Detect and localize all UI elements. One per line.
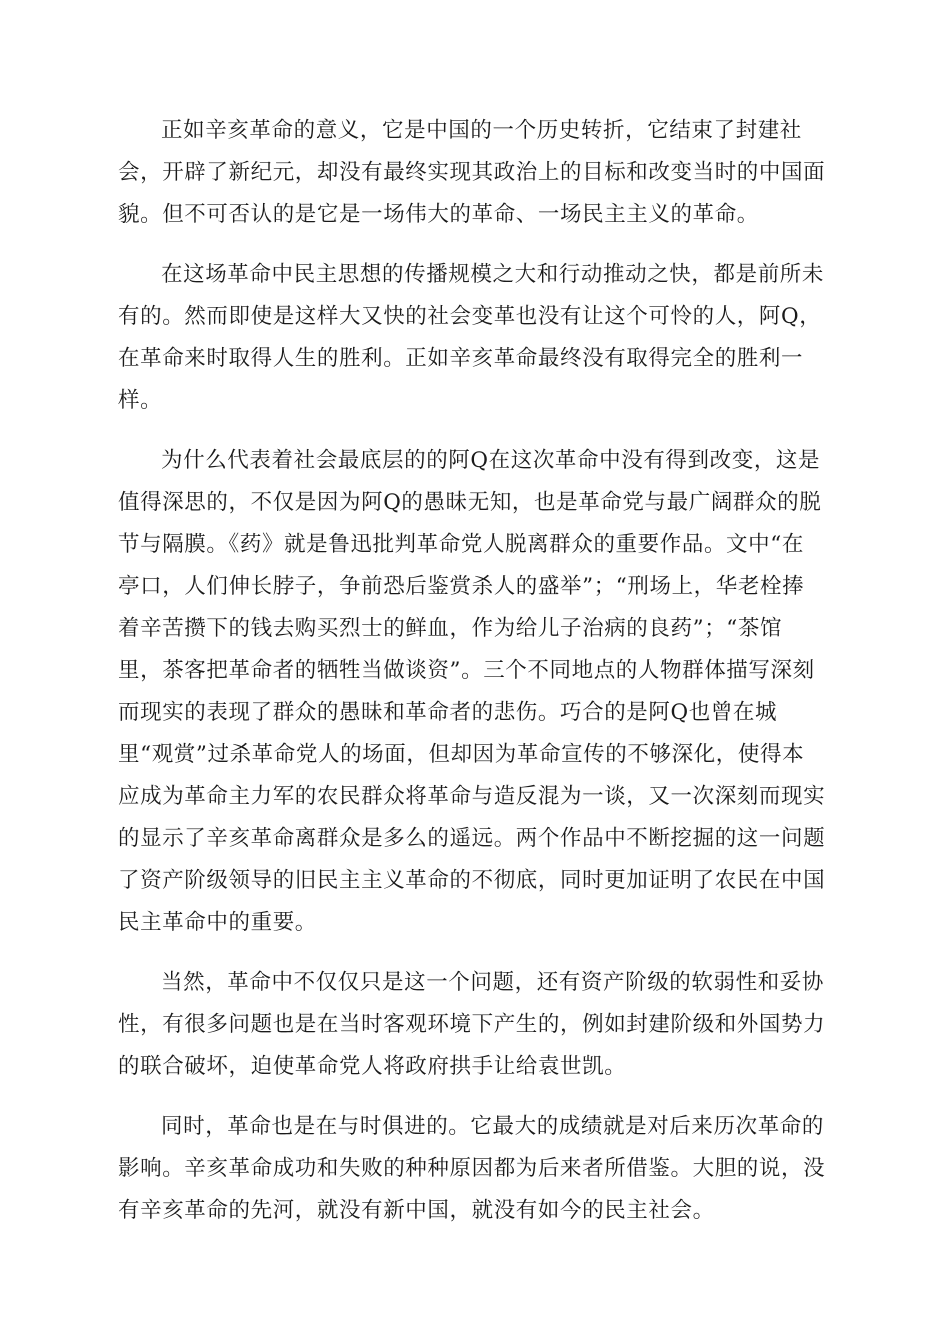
paragraph-5	[118, 1106, 832, 1232]
paragraph-line: 民主革命中的重要。	[118, 910, 317, 935]
paragraph-line: 当然，革命中不仅仅只是这一个问题，还有资产阶级的软弱性和妥协	[161, 970, 825, 995]
paragraph-line: 着辛苦攒下的钱去购买烈士的鲜血，作为给儿子治病的良药”；“茶馆	[118, 616, 783, 641]
paragraph-line: 会，开辟了新纪元，却没有最终实现其政治上的目标和改变当时的中国面	[118, 160, 826, 185]
paragraph-line: 性，有很多问题也是在当时客观环境下产生的，例如封建阶级和外国势力	[118, 1012, 826, 1037]
paragraph-line: 影响。辛亥革命成功和失败的种种原因都为后来者所借鉴。大胆的说，没	[118, 1156, 826, 1181]
paragraph-2	[118, 254, 832, 422]
paragraph-1	[118, 110, 832, 236]
paragraph-line: 值得深思的，不仅是因为阿Q的愚昧无知，也是革命党与最广阔群众的脱	[118, 490, 822, 515]
paragraph-line: 同时，革命也是在与时俱进的。它最大的成绩就是对后来历次革命的	[161, 1114, 825, 1139]
paragraph-line: 在革命来时取得人生的胜利。正如辛亥革命最终没有取得完全的胜利一	[118, 346, 804, 371]
paragraph-line: 了资产阶级领导的旧民主主义革命的不彻底，同时更加证明了农民在中国	[118, 868, 826, 893]
paragraph-line: 的联合破坏，迫使革命党人将政府拱手让给袁世凯。	[118, 1054, 627, 1079]
document-body	[118, 110, 832, 1250]
paragraph-line: 貌。但不可否认的是它是一场伟大的革命、一场民主主义的革命。	[118, 202, 759, 227]
paragraph-line: 的显示了辛亥革命离群众是多么的遥远。两个作品中不断挖掘的这一问题	[118, 826, 826, 851]
paragraph-line: 节与隔膜。《药》就是鲁迅批判革命党人脱离群众的重要作品。文中“在	[118, 532, 804, 557]
paragraph-line: 正如辛亥革命的意义，它是中国的一个历史转折，它结束了封建社	[161, 118, 802, 143]
paragraph-line: 为什么代表着社会最底层的的阿Q在这次革命中没有得到改变，这是	[161, 448, 821, 473]
paragraph-line: 有的。然而即使是这样大又快的社会变革也没有让这个可怜的人，阿Q，	[118, 304, 822, 329]
paragraph-line: 有辛亥革命的先河，就没有新中国，就没有如今的民主社会。	[118, 1198, 715, 1223]
paragraph-line: 应成为革命主力军的农民群众将革命与造反混为一谈，又一次深刻而现实	[118, 784, 826, 809]
paragraph-line: 样。	[118, 388, 163, 413]
paragraph-line: 在这场革命中民主思想的传播规模之大和行动推动之快，都是前所未	[161, 262, 825, 287]
paragraph-line: 而现实的表现了群众的愚昧和革命者的悲伤。巧合的是阿Q也曾在城	[118, 700, 778, 725]
paragraph-line: 亭口，人们伸长脖子，争前恐后鉴赏杀人的盛举”；“刑场上，华老栓捧	[118, 574, 805, 599]
paragraph-4	[118, 962, 832, 1088]
paragraph-3	[118, 440, 832, 944]
paragraph-line: 里“观赏”过杀革命党人的场面，但却因为革命宣传的不够深化，使得本	[118, 742, 805, 767]
paragraph-line: 里，茶客把革命者的牺牲当做谈资”。三个不同地点的人物群体描写深刻	[118, 658, 815, 683]
